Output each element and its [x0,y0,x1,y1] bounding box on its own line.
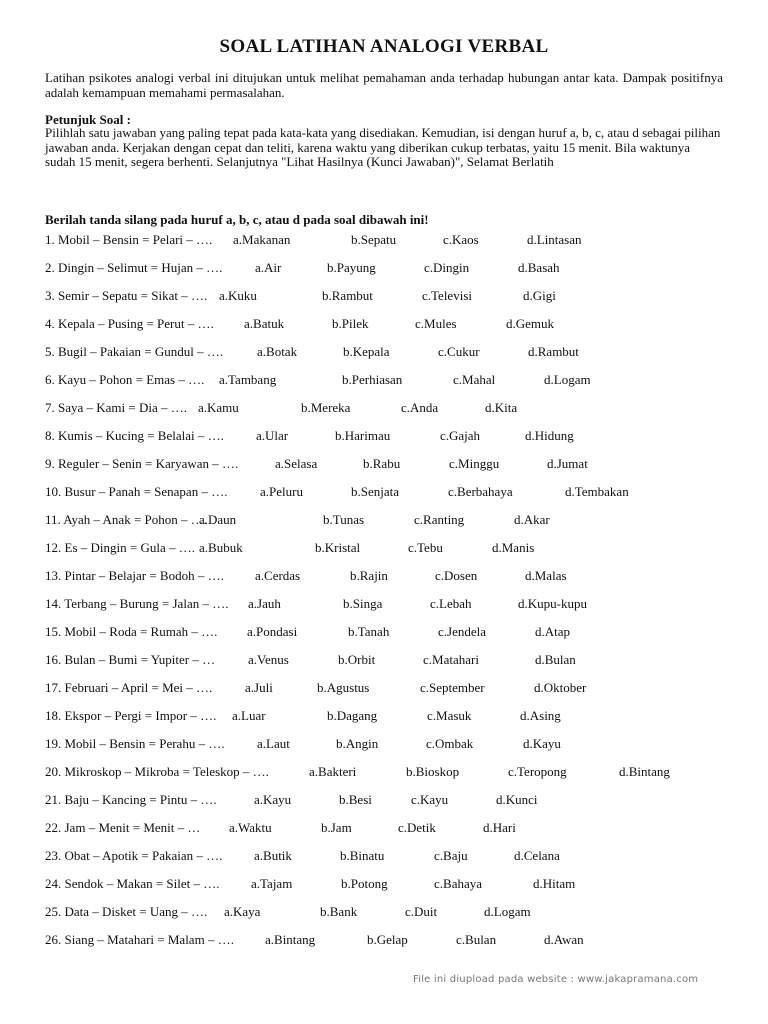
question-row [45,484,745,512]
option-a[interactable]: a.Peluru [260,484,303,499]
option-c[interactable]: c.Dingin [424,260,470,275]
question-row [45,932,745,960]
question-row [45,288,745,316]
option-a[interactable]: a.Jauh [248,596,281,611]
question-stem: 18. Ekspor – Pergi = Impor – …. [45,708,217,723]
option-a[interactable]: a.Kuku [219,288,257,303]
option-d[interactable]: d.Hitam [533,876,576,891]
option-d[interactable]: d.Lintasan [527,232,582,247]
option-a[interactable]: a.Tambang [219,372,277,387]
option-c[interactable]: c.Gajah [440,428,481,443]
option-a[interactable]: a.Selasa [275,456,318,471]
option-c[interactable]: c.Kayu [411,792,449,807]
question-row [45,512,745,540]
option-a[interactable]: a.Bintang [265,932,316,947]
option-b[interactable]: b.Harimau [335,428,391,443]
option-c[interactable]: c.Ombak [426,736,474,751]
option-c[interactable]: c.Duit [405,904,438,919]
option-b[interactable]: b.Tanah [348,624,390,639]
option-d[interactable]: d.Kayu [523,736,561,751]
question-row [45,372,745,400]
option-a[interactable]: a.Venus [248,652,289,667]
option-a[interactable]: a.Juli [245,680,273,695]
question-stem: 21. Baju – Kancing = Pintu – …. [45,792,217,807]
option-d[interactable]: d.Kupu-kupu [518,596,587,611]
option-a[interactable]: a.Cerdas [255,568,301,583]
option-c[interactable]: c.Dosen [435,568,478,583]
option-c[interactable]: c.Anda [401,400,439,415]
option-a[interactable]: a.Bubuk [199,540,243,555]
option-d[interactable]: d.Celana [514,848,560,863]
question-stem: 3. Semir – Sepatu = Sikat – …. [45,288,208,303]
option-b[interactable]: b.Gelap [367,932,408,947]
option-a[interactable]: a.Waktu [229,820,272,835]
option-a[interactable]: a.Botak [257,344,298,359]
question-row [45,680,745,708]
option-b[interactable]: b.Mereka [301,400,351,415]
question-stem: 23. Obat – Apotik = Pakaian – …. [45,848,223,863]
option-c[interactable]: c.September [420,680,485,695]
question-row [45,400,745,428]
option-b[interactable]: b.Besi [339,792,372,807]
option-d[interactable]: d.Basah [518,260,560,275]
question-row [45,260,745,288]
option-a[interactable]: a.Kayu [254,792,292,807]
option-d[interactable]: d.Logam [544,372,591,387]
option-c[interactable]: c.Ranting [414,512,465,527]
question-stem: 4. Kepala – Pusing = Perut – …. [45,316,214,331]
question-stem: 5. Bugil – Pakaian = Gundul – …. [45,344,224,359]
option-c[interactable]: c.Televisi [422,288,472,303]
option-c[interactable]: c.Jendela [438,624,487,639]
question-row [45,848,745,876]
option-d[interactable]: d.Manis [492,540,535,555]
question-stem: 2. Dingin – Selimut = Hujan – …. [45,260,223,275]
option-b[interactable]: b.Kepala [343,344,390,359]
option-a[interactable]: a.Air [255,260,282,275]
question-stem: 14. Terbang – Burung = Jalan – …. [45,596,229,611]
petunjuk-body: Pilihlah satu jawaban yang paling tepat pada kata-kata yang disediakan. Kemudian, isi dengan huruf a, b, c, atau d sebagai pilihan jawaban anda. Kerjakan dengan cepat dan teliti, karena waktu yang diberikan cukup terbatas, yaitu 15 menit. Bila waktunya sudah 15 menit, segera berhenti. Selanjutnya "Lihat Hasilnya (Kunci Jawaban)", Selamat Berlatih [45,125,721,169]
question-row [45,232,745,260]
question-row [45,568,745,596]
option-c[interactable]: c.Bulan [456,932,497,947]
question-row [45,316,745,344]
question-stem: 19. Mobil – Bensin = Perahu – …. [45,736,225,751]
question-row [45,456,745,484]
question-stem: 25. Data – Disket = Uang – …. [45,904,208,919]
question-row [45,428,745,456]
option-b[interactable]: b.Pilek [332,316,369,331]
option-b[interactable]: b.Potong [341,876,388,891]
question-row [45,708,745,736]
question-stem: 10. Busur – Panah = Senapan – …. [45,484,228,499]
option-d[interactable]: d.Atap [535,624,571,639]
option-a[interactable]: a.Pondasi [247,624,298,639]
option-b[interactable]: b.Kristal [315,540,361,555]
option-a[interactable]: a.Luar [232,708,266,723]
option-d[interactable]: d.Gemuk [506,316,555,331]
option-b[interactable]: b.Jam [321,820,352,835]
question-stem: 26. Siang – Matahari = Malam – …. [45,932,234,947]
option-c[interactable]: c.Masuk [427,708,472,723]
question-row [45,904,745,932]
question-row [45,792,745,820]
option-c[interactable]: c.Minggu [449,456,500,471]
question-stem: 11. Ayah – Anak = Pohon – …. [45,512,208,527]
question-stem: 9. Reguler – Senin = Karyawan – …. [45,456,239,471]
option-b[interactable]: b.Angin [336,736,379,751]
option-d[interactable]: d.Gigi [523,288,556,303]
option-d[interactable]: d.Logam [484,904,531,919]
question-stem: 16. Bulan – Bumi = Yupiter – … [45,652,216,667]
option-b[interactable]: b.Dagang [327,708,378,723]
option-a[interactable]: a.Batuk [244,316,285,331]
question-stem: 20. Mikroskop – Mikroba = Teleskop – …. [45,764,269,779]
option-c[interactable]: c.Tebu [408,540,443,555]
option-a[interactable]: a.Tajam [251,876,293,891]
option-b[interactable]: b.Agustus [317,680,370,695]
footer-watermark: File ini diupload pada website : www.jakapramana.com [413,974,699,985]
option-d[interactable]: d.Awan [544,932,584,947]
option-a[interactable]: a.Kamu [198,400,239,415]
option-b[interactable]: b.Sepatu [351,232,397,247]
question-list [45,232,745,960]
option-c[interactable]: c.Matahari [423,652,479,667]
option-d[interactable]: d.Rambut [528,344,579,359]
option-b[interactable]: b.Bank [320,904,358,919]
option-a[interactable]: a.Ular [256,428,289,443]
question-row [45,624,745,652]
option-b[interactable]: b.Perhiasan [342,372,403,387]
option-d[interactable]: d.Malas [525,568,567,583]
question-row [45,596,745,624]
question-row [45,736,745,764]
option-c[interactable]: c.Teropong [508,764,567,779]
option-d[interactable]: d.Tembakan [565,484,629,499]
question-stem: 6. Kayu – Pohon = Emas – …. [45,372,205,387]
option-d[interactable]: d.Asing [520,708,561,723]
option-c[interactable]: c.Cukur [438,344,480,359]
option-d[interactable]: d.Kunci [496,792,538,807]
option-b[interactable]: b.Payung [327,260,376,275]
option-c[interactable]: c.Kaos [443,232,479,247]
option-d[interactable]: d.Akar [514,512,550,527]
question-stem: 12. Es – Dingin = Gula – …. [45,540,195,555]
option-d[interactable]: d.Kita [485,400,518,415]
question-row [45,344,745,372]
option-c[interactable]: c.Detik [398,820,436,835]
option-c[interactable]: c.Berbahaya [448,484,513,499]
option-b[interactable]: b.Bioskop [406,764,460,779]
question-row [45,820,745,848]
option-b[interactable]: b.Rambut [322,288,373,303]
option-a[interactable]: a.Laut [257,736,290,751]
option-b[interactable]: b.Singa [343,596,383,611]
question-stem: 13. Pintar – Belajar = Bodoh – …. [45,568,224,583]
question-row [45,540,745,568]
option-d[interactable]: d.Bulan [535,652,576,667]
option-a[interactable]: a.Bakteri [309,764,357,779]
option-c[interactable]: c.Mules [415,316,457,331]
option-a[interactable]: a.Daun [199,512,237,527]
option-c[interactable]: c.Baju [434,848,468,863]
option-a[interactable]: a.Butik [254,848,292,863]
option-c[interactable]: c.Bahaya [434,876,483,891]
question-row [45,764,745,792]
option-d[interactable]: d.Hari [483,820,516,835]
question-stem: 7. Saya – Kami = Dia – …. [45,400,188,415]
option-d[interactable]: d.Hidung [525,428,574,443]
question-stem: 24. Sendok – Makan = Silet – …. [45,876,220,891]
option-c[interactable]: c.Lebah [430,596,472,611]
option-b[interactable]: b.Rajin [350,568,388,583]
question-row [45,876,745,904]
option-d[interactable]: d.Bintang [619,764,670,779]
option-a[interactable]: a.Makanan [233,232,291,247]
instruction-text: Berilah tanda silang pada huruf a, b, c, atau d pada soal dibawah ini! [45,212,429,227]
intro-paragraph: Latihan psikotes analogi verbal ini ditujukan untuk melihat pemahaman anda terhadap hubungan antar kata. Dampak positifnya adalah kemampuan memahami permasalahan. [45,70,723,100]
question-stem: 1. Mobil – Bensin = Pelari – …. [45,232,213,247]
question-row [45,652,745,680]
question-stem: 15. Mobil – Roda = Rumah – …. [45,624,218,639]
question-stem: 17. Februari – April = Mei – …. [45,680,213,695]
option-b[interactable]: b.Rabu [363,456,401,471]
option-b[interactable]: b.Tunas [323,512,365,527]
option-b[interactable]: b.Senjata [351,484,400,499]
question-stem: 8. Kumis – Kucing = Belalai – …. [45,428,224,443]
option-b[interactable]: b.Orbit [338,652,376,667]
page-title: SOAL LATIHAN ANALOGI VERBAL [219,36,549,57]
option-a[interactable]: a.Kaya [224,904,261,919]
option-c[interactable]: c.Mahal [453,372,496,387]
question-stem: 22. Jam – Menit = Menit – … [45,820,201,835]
petunjuk-heading: Petunjuk Soal : [45,112,131,127]
option-d[interactable]: d.Jumat [547,456,588,471]
option-d[interactable]: d.Oktober [534,680,587,695]
option-b[interactable]: b.Binatu [340,848,385,863]
